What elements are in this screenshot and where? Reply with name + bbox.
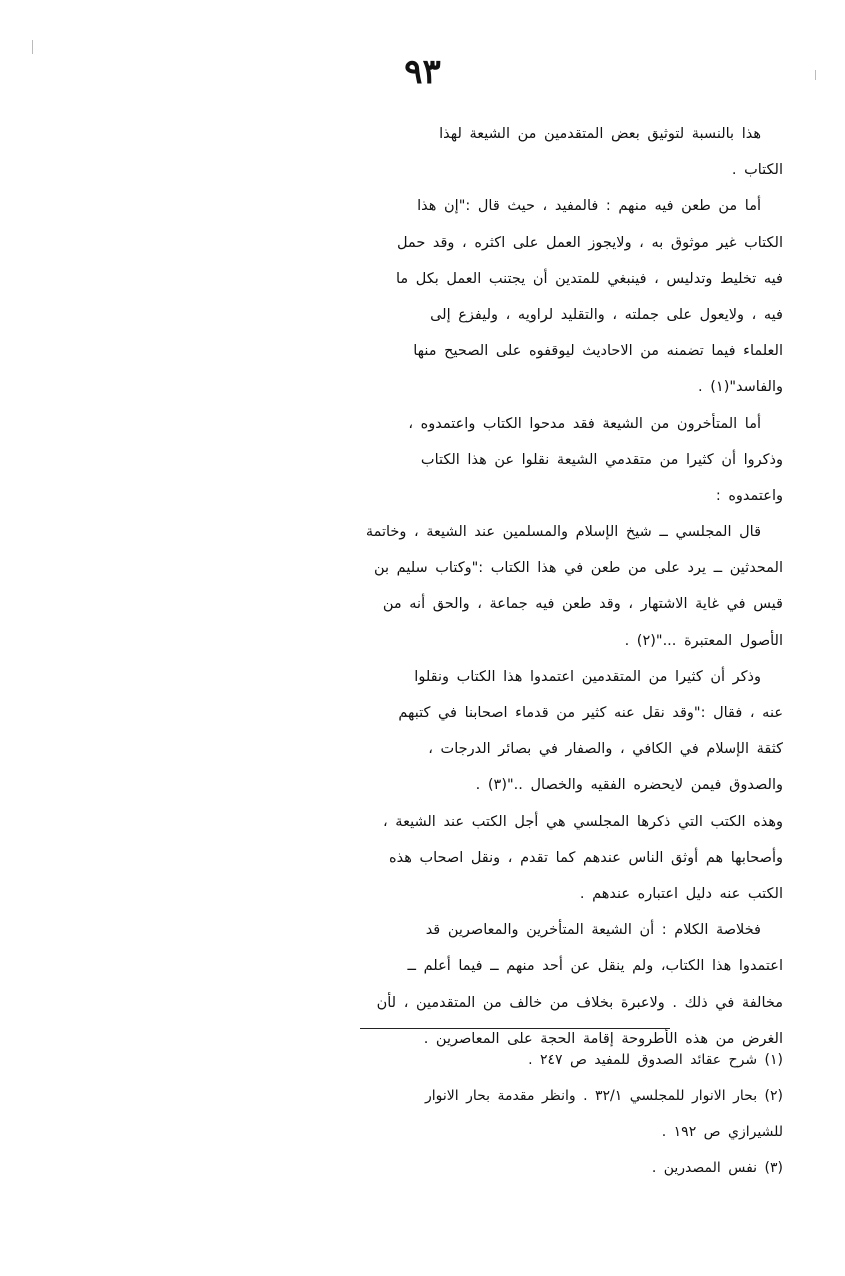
footnote-line: (١) شرح عقائد الصدوق للمفيد ص ٢٤٧ . [528,1052,783,1068]
text-line: والصدوق فيمن لايحضره الفقيه والخصال .."(٣) . [475,777,783,794]
text-line: الغرض من هذه الأطروحة إقامة الحجة على المعاصرين . [423,1030,783,1047]
text-line: فيه ، ولايعول على جملته ، والتقليد لراويه ، وليفزع إلى [430,306,783,323]
text-line: قيس في غاية الاشتهار ، وقد طعن فيه جماعة ، والحق أنه من [382,596,783,613]
footnotes [133,1042,783,1186]
text-line: واعتمدوه : [715,487,783,504]
text-line: الكتاب غير موثوق به ، ولايجوز العمل على اكثره ، وقد حمل [396,234,783,251]
text-line: العلماء فيما تضمنه من الاحاديث ليوقفوه على الصحيح منها [413,343,783,360]
text-line: هذا بالنسبة لتوثيق بعض المتقدمين من الشيعة لهذا [439,126,761,142]
footnote-line: (٣) نفس المصدرين . [651,1160,783,1176]
text-line: كثقة الإسلام في الكافي ، والصفار في بصائر الدرجات ، [428,741,783,758]
text-line: أما المتأخرون من الشيعة فقد مدحوا الكتاب واعتمدوه ، [408,415,761,432]
text-line: والفاسد"(١) . [698,379,783,396]
text-line: وذكروا أن كثيرا من متقدمي الشيعة نقلوا عن هذا الكتاب [420,451,783,468]
text-line: الكتب عنه دليل اعتباره عندهم . [579,885,783,902]
text-line: الكتاب . [731,162,783,179]
scan-edge-mark [32,40,33,54]
main-text [133,116,783,1057]
text-line: وهذه الكتب التي ذكرها المجلسي هي أجل الكتب عند الشيعة ، [383,813,783,830]
page-number: ٩٣ [404,52,441,92]
text-line: أما من طعن فيه منهم : فالمفيد ، حيث قال :"إن هذا [417,198,761,215]
text-line: عنه ، فقال :"وقد نقل عنه كثير من قدماء اصحابنا في كتبهم [398,705,783,721]
text-line: وذكر أن كثيرا من المتقدمين اعتمدوا هذا الكتاب ونقلوا [414,668,761,685]
text-line: مخالفة في ذلك . ولاعبرة بخلاف من خالف من المتقدمين ، لأن [376,994,783,1011]
footnote-line: (٢) بحار الانوار للمجلسي ٣٢/١ . وانظر مقدمة بحار الانوار [425,1088,783,1104]
footnote-separator [360,1028,670,1029]
scan-edge-mark [815,70,816,80]
text-line: فيه تخليط وتدليس ، فينبغي للمتدين أن يجتنب العمل بكل ما [396,270,783,287]
text-line: اعتمدوا هذا الكتاب، ولم ينقل عن أحد منهم ــ فيما أعلم ــ [407,958,783,975]
text-line: الأصول المعتبرة ..."(٢) . [624,632,783,649]
text-line: فخلاصة الكلام : أن الشيعة المتأخرين والمعاصرين قد [425,922,761,939]
text-line: قال المجلسي ــ شيخ الإسلام والمسلمين عند الشيعة ، وخاتمة [365,524,761,541]
footnote-line: للشيرازي ص ١٩٢ . [661,1124,783,1140]
text-line: المحدثين ــ يرد على من طعن في هذا الكتاب :"وكتاب سليم بن [373,560,783,577]
text-line: وأصحابها هم أوثق الناس عندهم كما تقدم ، ونقل اصحاب هذه [388,849,783,866]
